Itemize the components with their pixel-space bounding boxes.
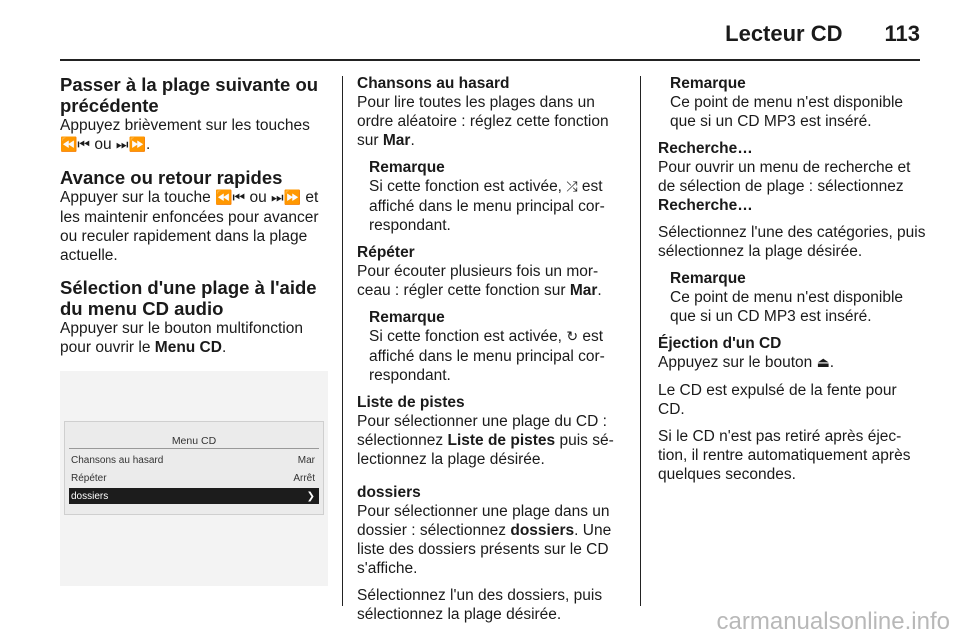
section-title-next-prev: Passer à la plage suivante ou précédente: [60, 74, 319, 116]
section-text-eject: Appuyez sur le bouton ⏏.: [658, 354, 835, 371]
section-title-fast: Avance ou retour rapides: [60, 167, 283, 188]
menu-cd-screen-image: [60, 371, 328, 586]
note-mp3-1: Remarque Ce point de menu n'est disponible que si un CD MP3 est inséré.: [670, 75, 904, 130]
section-text-repeat: Pour écouter plusieurs fois un mor-ceau : régler cette fonction sur Mar.: [357, 263, 602, 299]
menu-cd-divider: [69, 448, 319, 449]
menu-cd-display: [64, 421, 324, 515]
section-text-menu-cd: Appuyer sur le bouton multifonction pour ouvrir le Menu CD.: [60, 320, 303, 356]
watermark: carmanualsonline.info: [716, 608, 950, 635]
section-title-repeat: Répéter: [357, 244, 415, 261]
note-repeat: Remarque Si cette fonction est activée, ↻ est affiché dans le menu principal cor-respondant.: [369, 309, 605, 384]
column-1: [60, 74, 328, 586]
page-header: [60, 16, 920, 52]
prev-track-icon: ⏪⏮: [215, 190, 246, 206]
page-title: Lecteur CD: [725, 21, 843, 46]
chevron-right-icon: ❯: [306, 490, 315, 502]
header-rule: [60, 59, 920, 61]
menu-cd-row: Répéter Arrêt: [71, 472, 315, 484]
section-title-eject: Éjection d'un CD: [658, 335, 782, 352]
column-3: [658, 74, 926, 492]
repeat-icon: ↻: [566, 329, 579, 345]
section-text-search-2: Sélectionnez l'une des catégories, puis sélectionnez la plage désirée.: [658, 224, 926, 260]
section-title-folders: dossiers: [357, 484, 421, 501]
menu-cd-row: Chansons au hasard Mar: [71, 454, 315, 466]
section-title-search: Recherche…: [658, 140, 753, 157]
note-mp3-2: Remarque Ce point de menu n'est disponible que si un CD MP3 est inséré.: [670, 270, 904, 325]
section-title-track-list: Liste de pistes: [357, 394, 465, 411]
section-text-folders: Pour sélectionner une plage dans un dossier : sélectionnez dossiers. Une liste des dossiers présents sur le CD s'affiche.: [357, 503, 612, 577]
section-title-shuffle: Chansons au hasard: [357, 75, 510, 92]
column-2: [357, 74, 625, 632]
section-text-track-list: Pour sélectionner une plage du CD : sélectionnez Liste de pistes puis sé-lectionnez la plage désirée.: [357, 413, 614, 468]
page-number: 113: [884, 21, 920, 46]
prev-track-icon: ⏪⏮: [60, 137, 91, 153]
note-shuffle: Remarque Si cette fonction est activée, ⤮ est affiché dans le menu principal cor-respondant.: [369, 159, 605, 234]
section-text-search: Pour ouvrir un menu de recherche et de sélection de plage : sélectionnez Recherche…: [658, 159, 911, 214]
shuffle-icon: ⤮: [566, 179, 578, 195]
eject-icon: ⏏: [816, 355, 830, 371]
section-text-fast: Appuyer sur la touche ⏪⏮ ou ⏭⏩ et les maintenir enfoncées pour avancer ou reculer rapidement dans la plage actuelle.: [60, 189, 319, 264]
section-text-shuffle: Pour lire toutes les plages dans un ordre aléatoire : réglez cette fonction sur Mar.: [357, 94, 609, 149]
menu-cd-display-title: Menu CD: [171, 435, 217, 447]
column-divider-2: [640, 76, 641, 606]
section-text-next-prev: Appuyez brièvement sur les touches ⏪⏮ ou ⏭⏩.: [60, 117, 310, 153]
next-track-icon: ⏭⏩: [271, 190, 302, 206]
section-title-menu-cd: Sélection d'une plage à l'aide du menu CD audio: [60, 277, 317, 319]
column-divider-1: [342, 76, 343, 606]
section-text-folders-2: Sélectionnez l'un des dossiers, puis sélectionnez la plage désirée.: [357, 587, 603, 623]
next-track-icon: ⏭⏩: [115, 137, 146, 153]
menu-cd-row-selected: dossiers ❯: [69, 488, 319, 504]
section-text-eject-3: Si le CD n'est pas retiré après éjec-tion, il rentre automatiquement après quelques secondes.: [658, 428, 911, 483]
section-text-eject-2: Le CD est expulsé de la fente pour CD.: [658, 382, 897, 418]
